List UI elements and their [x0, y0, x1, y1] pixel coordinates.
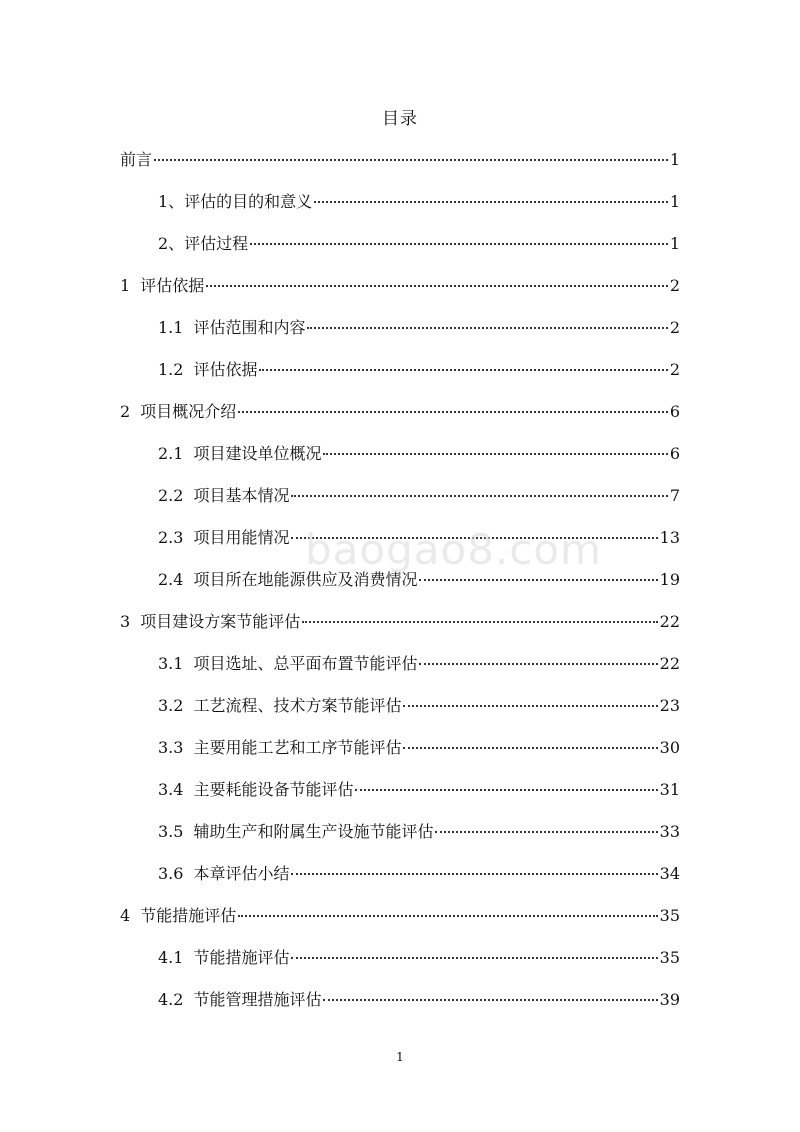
- toc-entry-page: 39: [659, 990, 680, 1009]
- toc-entry-page: 33: [659, 822, 680, 841]
- toc-entry-page: 6: [669, 444, 680, 463]
- toc-entry-title: 节能管理措施评估: [193, 990, 322, 1009]
- toc-dot-leader: [154, 158, 668, 161]
- toc-dot-leader: [291, 872, 657, 875]
- toc-entry-number: 1.1: [158, 318, 184, 337]
- toc-entry-page: 1: [669, 192, 680, 211]
- toc-entry[interactable]: [120, 817, 680, 859]
- toc-entry[interactable]: [120, 733, 680, 775]
- toc-entry-page: 2: [669, 318, 680, 337]
- toc-entry-page: 34: [659, 864, 680, 883]
- toc-entry[interactable]: [120, 313, 680, 355]
- toc-entry-page: 23: [659, 696, 680, 715]
- toc-entry-number: 4.1: [158, 948, 184, 967]
- toc-entry-page: 2: [669, 276, 680, 295]
- toc-entry-title: 主要用能工艺和工序节能评估: [193, 738, 402, 757]
- toc-entry-page: 7: [669, 486, 680, 505]
- toc-dot-leader: [206, 284, 668, 287]
- toc-entry-page: 19: [659, 570, 680, 589]
- toc-entry-page: 31: [659, 780, 680, 799]
- toc-entry[interactable]: [120, 481, 680, 523]
- toc-entry[interactable]: [120, 901, 680, 943]
- toc-entry-number: 3.3: [158, 738, 184, 757]
- toc-entry-page: 22: [659, 654, 680, 673]
- toc-entry-number: 4.2: [158, 990, 184, 1009]
- toc-entry-title: 评估范围和内容: [193, 318, 306, 337]
- toc-entry-title: 前言: [120, 150, 153, 169]
- toc-entry[interactable]: [120, 355, 680, 397]
- toc-entry-title: 项目概况介绍: [140, 402, 237, 421]
- toc-entry-title: 项目基本情况: [193, 486, 290, 505]
- toc-entry-page: 1: [669, 150, 680, 169]
- toc-entry[interactable]: [120, 859, 680, 901]
- toc-entry[interactable]: [120, 943, 680, 985]
- toc-entry[interactable]: [120, 775, 680, 817]
- watermark: baogao8.com: [305, 525, 602, 574]
- toc-entry-number: 1: [120, 276, 131, 295]
- toc-dot-leader: [435, 830, 657, 833]
- toc-dot-leader: [403, 704, 657, 707]
- toc-entry-page: 22: [659, 612, 680, 631]
- toc-entry-page: 1: [669, 234, 680, 253]
- toc-dot-leader: [291, 956, 657, 959]
- toc-dot-leader: [323, 452, 667, 455]
- toc-entry-title: 节能措施评估: [140, 906, 237, 925]
- toc-entry-page: 35: [659, 906, 680, 925]
- toc-entry-title: 项目用能情况: [193, 528, 290, 547]
- toc-entry-number: 2.1: [158, 444, 184, 463]
- toc-entry[interactable]: [120, 985, 680, 1027]
- toc-dot-leader: [259, 368, 667, 371]
- toc-entry[interactable]: [120, 187, 680, 229]
- toc-entry-title: 评估依据: [193, 360, 258, 379]
- toc-entry-number: 4: [120, 906, 131, 925]
- toc-dot-leader: [314, 200, 668, 203]
- toc-entry-title: 节能措施评估: [193, 948, 290, 967]
- toc-title: 目录: [382, 109, 418, 129]
- toc-dot-leader: [307, 326, 667, 329]
- toc-dot-leader: [323, 998, 657, 1001]
- toc-entry-title: 项目建设单位概况: [193, 444, 322, 463]
- toc-entry-title: 项目所在地能源供应及消费情况: [193, 570, 418, 589]
- toc-entry-title: 工艺流程、技术方案节能评估: [193, 696, 402, 715]
- toc-entry-title: 2、评估过程: [158, 234, 249, 253]
- toc-entry[interactable]: [120, 691, 680, 733]
- toc-entry-number: 3.1: [158, 654, 184, 673]
- toc-entry-title: 1、评估的目的和意义: [158, 192, 313, 211]
- toc-entry-page: 13: [659, 528, 680, 547]
- toc-entry[interactable]: [120, 649, 680, 691]
- toc-list: [120, 145, 680, 1027]
- toc-entry-number: 3.6: [158, 864, 184, 883]
- toc-entry-number: 1.2: [158, 360, 184, 379]
- toc-dot-leader: [302, 620, 657, 623]
- toc-entry-number: 3.2: [158, 696, 184, 715]
- toc-dot-leader: [238, 914, 657, 917]
- toc-entry-title: 项目选址、总平面布置节能评估: [193, 654, 418, 673]
- toc-entry-title: 评估依据: [140, 276, 205, 295]
- toc-entry-number: 2.4: [158, 570, 184, 589]
- toc-entry-number: 2: [120, 402, 131, 421]
- toc-entry[interactable]: [120, 439, 680, 481]
- toc-entry-title: 辅助生产和附属生产设施节能评估: [193, 822, 434, 841]
- toc-entry-title: 本章评估小结: [193, 864, 290, 883]
- toc-entry-page: 35: [659, 948, 680, 967]
- toc-entry-number: 3.4: [158, 780, 184, 799]
- toc-dot-leader: [403, 746, 657, 749]
- toc-entry-page: 30: [659, 738, 680, 757]
- toc-entry-title: 项目建设方案节能评估: [140, 612, 301, 631]
- toc-dot-leader: [419, 578, 657, 581]
- toc-entry[interactable]: [120, 397, 680, 439]
- toc-entry-page: 6: [669, 402, 680, 421]
- toc-entry-title: 主要耗能设备节能评估: [193, 780, 354, 799]
- toc-entry[interactable]: [120, 229, 680, 271]
- toc-entry[interactable]: [120, 271, 680, 313]
- toc-dot-leader: [238, 410, 668, 413]
- toc-entry-page: 2: [669, 360, 680, 379]
- toc-entry-number: 3: [120, 612, 131, 631]
- toc-dot-leader: [419, 662, 657, 665]
- toc-entry-number: 3.5: [158, 822, 184, 841]
- toc-dot-leader: [250, 242, 668, 245]
- toc-entry[interactable]: [120, 607, 680, 649]
- toc-dot-leader: [355, 788, 657, 791]
- toc-dot-leader: [291, 494, 667, 497]
- toc-entry-number: 2.2: [158, 486, 184, 505]
- page-number: 1: [396, 1050, 404, 1064]
- toc-entry[interactable]: [120, 145, 680, 187]
- toc-entry-number: 2.3: [158, 528, 184, 547]
